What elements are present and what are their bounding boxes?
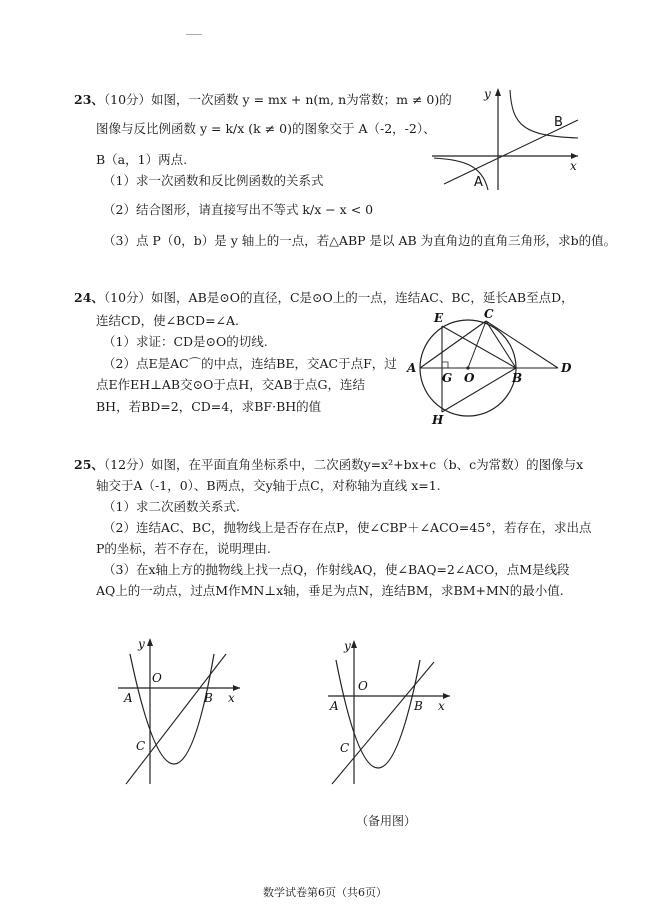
figure-23-point-a: A bbox=[474, 175, 483, 190]
figure-25-main-label-b: B bbox=[204, 691, 213, 705]
question-25-part-2-line-2: P的坐标，若不存在，说明理由. bbox=[96, 541, 271, 556]
figure-24-label-c: C bbox=[484, 307, 494, 321]
question-23-line-2: 图像与反比例函数 y = k/x (k ≠ 0)的图象交于 A（-2，-2）、 bbox=[96, 121, 436, 136]
figure-24-label-o: O bbox=[464, 371, 475, 385]
question-24-line-2: 连结CD，使∠BCD=∠A. bbox=[96, 313, 240, 328]
y-axis-arrow-icon bbox=[351, 640, 357, 648]
y-axis-arrow-icon bbox=[147, 638, 153, 646]
figure-24-label-g: G bbox=[442, 371, 453, 385]
question-25-part-3-line-2: AQ上的一动点，过点M作MN⊥x轴，垂足为点N，连结BM，求BM+MN的最小值. bbox=[96, 583, 564, 598]
question-23-part-3: （3）点 P（0，b）是 y 轴上的一点，若△ABP 是以 AB 为直角边的直角三角形，求b的值。 bbox=[103, 233, 617, 248]
question-23-part-1: （1）求一次函数和反比例函数的关系式 bbox=[103, 173, 324, 188]
spare-figure-caption: （备用图） bbox=[356, 814, 417, 828]
chord-bc bbox=[486, 321, 516, 368]
figure-23 bbox=[432, 86, 582, 194]
question-25-part-1: （1）求二次函数关系式. bbox=[103, 499, 240, 514]
segment-be bbox=[442, 326, 516, 368]
figure-24-label-b: B bbox=[512, 371, 523, 385]
figure-23-point-b: B bbox=[554, 115, 563, 130]
tangent-cd bbox=[486, 321, 558, 368]
figure-25-main bbox=[112, 636, 244, 786]
question-25-part-2-line-1: （2）连结AC、BC，抛物线上是否存在点P，使∠CBP＋∠ACO=45°，若存在，求出点 bbox=[103, 520, 592, 535]
question-24-number: 24、 bbox=[74, 290, 104, 305]
figure-25-main-label-x: x bbox=[228, 691, 235, 705]
figure-25-main-label-c: C bbox=[136, 739, 146, 753]
figure-23-x-label: x bbox=[570, 159, 577, 173]
right-angle-mark bbox=[442, 362, 448, 368]
figure-24-label-a: A bbox=[407, 361, 417, 375]
question-24-line-1: （10分）如图，AB是⊙O的直径，C是⊙O上的一点，连结AC、BC，延长AB至点D， bbox=[103, 290, 574, 305]
chord-ac bbox=[420, 321, 486, 368]
figure-25-spare-label-b: B bbox=[414, 699, 423, 713]
figure-25-spare-label-o: O bbox=[358, 679, 368, 693]
figure-25-spare-label-y: y bbox=[344, 639, 351, 653]
figure-25-main-label-o: O bbox=[152, 671, 162, 685]
question-23-part-2: （2）结合图形，请直接写出不等式 k/x − x < 0 bbox=[103, 202, 374, 217]
figure-23-y-label: y bbox=[484, 87, 491, 101]
question-24-part-1: （1）求证：CD是⊙O的切线. bbox=[103, 334, 268, 349]
figure-25-spare-label-x: x bbox=[438, 699, 445, 713]
question-24-part-2-line-3: BH，若BD=2，CD=4，求BF·BH的值 bbox=[96, 399, 322, 414]
question-25-part-3-line-1: （3）在x轴上方的抛物线上找一点Q，作射线AQ，使∠BAQ=2∠ACO，点M是线段 bbox=[103, 562, 570, 577]
question-23-line-3: B（a，1）两点. bbox=[96, 152, 188, 167]
question-23-number: 23、 bbox=[74, 92, 104, 107]
hyperbola-branch-1 bbox=[510, 90, 578, 138]
figure-25-spare-label-c: C bbox=[340, 741, 350, 755]
figure-25-spare bbox=[322, 636, 454, 786]
figure-24 bbox=[404, 306, 580, 430]
question-23-line-1: （10分）如图，一次函数 y = mx + n(m, n为常数；m ≠ 0)的 bbox=[103, 92, 452, 107]
center-dot bbox=[466, 366, 469, 369]
y-axis-arrow-icon bbox=[495, 88, 501, 96]
figure-25-main-label-y: y bbox=[138, 637, 145, 651]
page-footer: 数学试卷第6页（共6页） bbox=[263, 886, 387, 899]
figure-24-label-d: D bbox=[561, 361, 572, 375]
segment-bh bbox=[442, 368, 516, 412]
figure-24-label-h: H bbox=[432, 413, 444, 427]
question-24-part-2-line-1: （2）点E是AC⌒的中点，连结BE，交AC于点F，过 bbox=[103, 356, 397, 371]
line-bc bbox=[126, 654, 226, 784]
scan-mark bbox=[186, 34, 202, 35]
figure-25-spare-label-a: A bbox=[330, 699, 339, 713]
question-25-line-1: （12分）如图，在平面直角坐标系中，二次函数y=x²+bx+c（b、c为常数）的图像与x bbox=[103, 457, 584, 472]
figure-25-main-label-a: A bbox=[124, 691, 133, 705]
line-bc bbox=[332, 662, 434, 784]
question-25-number: 25、 bbox=[74, 457, 104, 472]
figure-24-label-e: E bbox=[434, 311, 444, 325]
question-25-line-2: 轴交于A（-1，0）、B两点，交y轴于点C，对称轴为直线 x=1. bbox=[96, 478, 441, 493]
question-24-part-2-line-2: 点E作EH⊥AB交⊙O于点H，交AB于点G，连结 bbox=[96, 377, 365, 392]
